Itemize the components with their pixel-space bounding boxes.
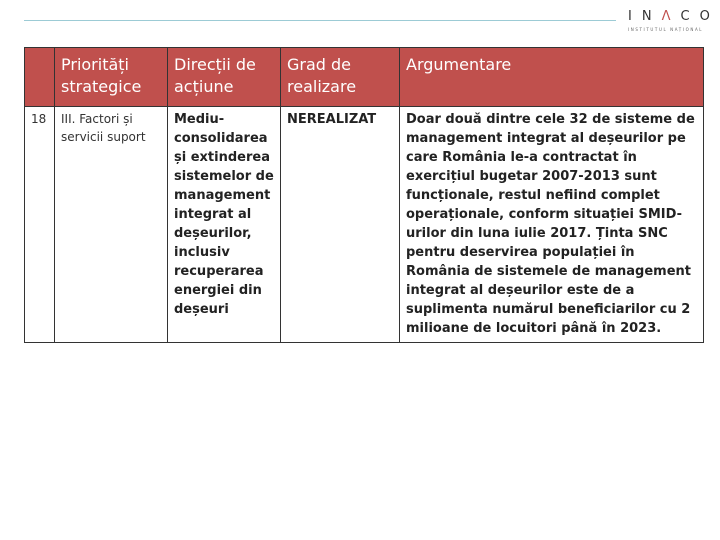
header-direction: Direcții de acțiune xyxy=(168,48,281,107)
strategy-table xyxy=(24,47,704,343)
logo-letter: O xyxy=(699,8,710,24)
inaco-logo xyxy=(628,6,710,34)
row-status: NEREALIZAT xyxy=(281,107,400,343)
logo-tagline: INSTITUTUL NAȚIONAL xyxy=(628,27,704,32)
logo-letter: C xyxy=(680,8,690,24)
header-divider-line xyxy=(24,20,616,21)
logo-letter-accent: Λ xyxy=(661,8,671,24)
row-priority: III. Factori și servicii suport xyxy=(55,107,168,343)
table-header-row xyxy=(25,48,704,107)
row-number: 18 xyxy=(25,107,55,343)
row-direction: Mediu- consolidarea și extinderea sistemelor de management integrat al deșeurilor, inclusiv recuperarea energiei din deșeuri xyxy=(168,107,281,343)
logo-letter: I xyxy=(628,8,632,24)
header-argument: Argumentare xyxy=(400,48,704,107)
header-priority: Priorități strategice xyxy=(55,48,168,107)
header-number xyxy=(25,48,55,107)
row-argument: Doar două dintre cele 32 de sisteme de management integrat al deșeurilor pe care România le-a contractat în exercițiul bugetar 2007-2013 sunt funcționale, restul nefiind complet operaționale, conform situației SMID-urilor din luna iulie 2017. Ținta SNC pentru deservirea populației în România de sistemele de management integrat al deșeurilor este de a suplimenta numărul beneficiarilor cu 2 milioane de locuitori până în 2023. xyxy=(400,107,704,343)
logo-wordmark xyxy=(628,6,710,26)
table-row xyxy=(25,107,704,343)
logo-letter: N xyxy=(641,8,652,24)
header-status: Grad de realizare xyxy=(281,48,400,107)
